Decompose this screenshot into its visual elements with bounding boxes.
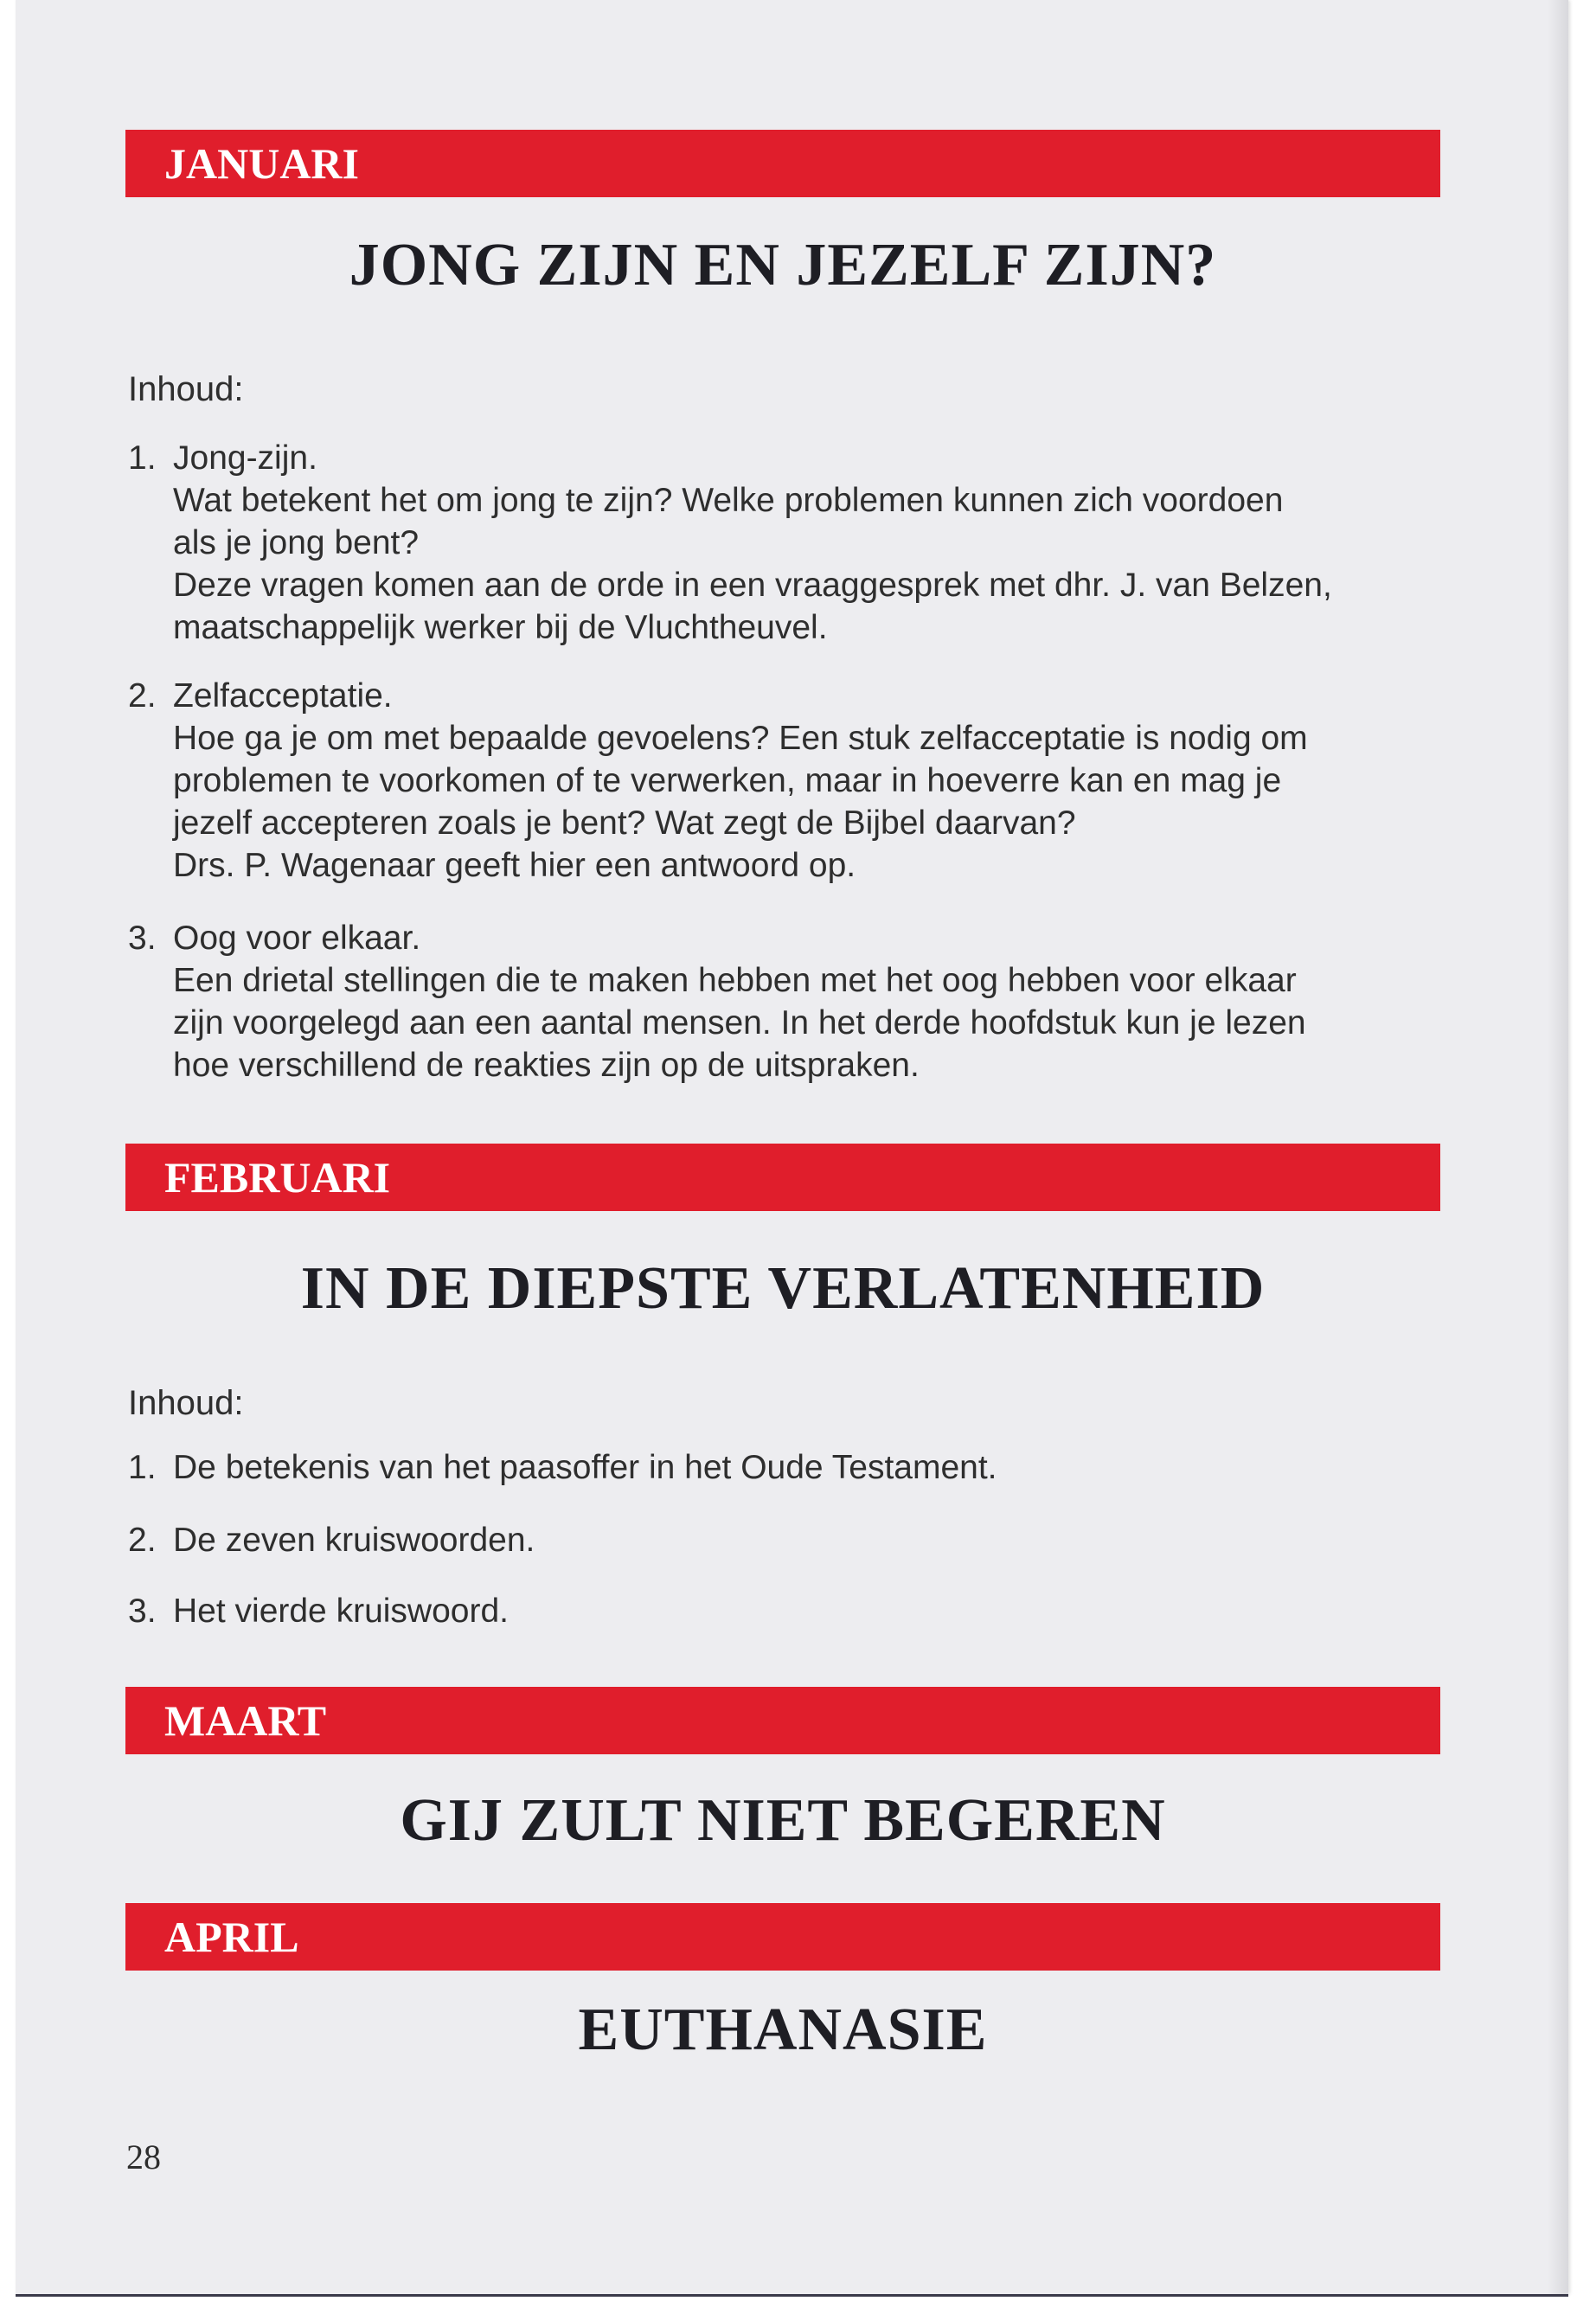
inhoud-label: Inhoud: <box>128 370 244 408</box>
item-line: maatschappelijk werker bij de Vluchtheuvel. <box>173 609 828 646</box>
month-label: MAART <box>164 1696 327 1745</box>
item-line: hoe verschillend de reakties zijn op de uitspraken. <box>173 1047 920 1084</box>
list-item <box>128 1590 1426 1632</box>
section-title-april: EUTHANASIE <box>578 1997 988 2063</box>
item-line: als je jong bent? <box>173 524 420 561</box>
section-title-februari: IN DE DIEPSTE VERLATENHEID <box>300 1255 1266 1322</box>
item-line: Deze vragen komen aan de orde in een vraaggesprek met dhr. J. van Belzen, <box>173 567 1332 604</box>
item-number: 3. <box>128 920 157 957</box>
month-band-februari <box>125 1144 1440 1211</box>
list-item <box>128 1519 1426 1561</box>
month-band-januari <box>125 130 1440 197</box>
item-number: 2. <box>128 677 157 715</box>
item-line: problemen te voorkomen of te verwerken, maar in hoeverre kan en mag je <box>173 762 1282 799</box>
item-heading: Oog voor elkaar. <box>173 920 421 957</box>
list-item <box>128 675 1426 887</box>
list-item <box>128 1446 1426 1489</box>
item-line: Hoe ga je om met bepaalde gevoelens? Een stuk zelfacceptatie is nodig om <box>173 720 1308 757</box>
item-line: zijn voorgelegd aan een aantal mensen. In het derde hoofdstuk kun je lezen <box>173 1004 1306 1042</box>
list-item <box>128 917 1426 1086</box>
month-label: JANUARI <box>164 139 359 188</box>
list-item <box>128 437 1426 649</box>
item-text: Het vierde kruiswoord. <box>173 1593 509 1630</box>
month-label: FEBRUARI <box>164 1153 391 1202</box>
item-number: 1. <box>128 1449 157 1486</box>
month-band-april <box>125 1903 1440 1971</box>
item-number: 3. <box>128 1593 157 1630</box>
item-line: Drs. P. Wagenaar geeft hier een antwoord op. <box>173 847 856 884</box>
item-text: De zeven kruiswoorden. <box>173 1522 535 1559</box>
month-label: APRIL <box>164 1913 299 1961</box>
item-text: De betekenis van het paasoffer in het Oude Testament. <box>173 1449 997 1486</box>
item-line: jezelf accepteren zoals je bent? Wat zegt de Bijbel daarvan? <box>173 804 1076 842</box>
month-band-maart <box>125 1687 1440 1754</box>
page-number: 28 <box>126 2138 161 2176</box>
page-edge-shadow <box>1548 0 1568 2294</box>
item-line: Wat betekent het om jong te zijn? Welke problemen kunnen zich voordoen <box>173 482 1284 519</box>
section-title-januari: JONG ZIJN EN JEZELF ZIJN? <box>349 232 1217 298</box>
item-heading: Jong-zijn. <box>173 439 317 477</box>
item-line: Een drietal stellingen die te maken hebben met het oog hebben voor elkaar <box>173 962 1297 999</box>
section-title-maart: GIJ ZULT NIET BEGEREN <box>400 1787 1166 1854</box>
inhoud-label: Inhoud: <box>128 1384 244 1422</box>
item-heading: Zelfacceptatie. <box>173 677 393 715</box>
item-number: 2. <box>128 1522 157 1559</box>
item-number: 1. <box>128 439 157 477</box>
page-bottom-rule <box>16 2294 1568 2297</box>
